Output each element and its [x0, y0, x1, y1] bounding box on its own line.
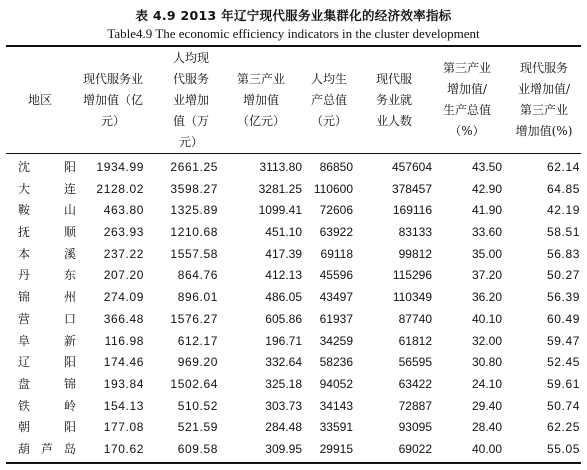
cell-c1: 116.98 [104, 333, 144, 348]
cell-c2: 864.76 [177, 268, 218, 283]
header-col-1-label: 现代服务业 增加值（亿 元） [82, 71, 143, 128]
header-col-3-label: 第三产业 增加值 （亿元） [236, 71, 285, 128]
cell-c4: 29915 [319, 441, 353, 456]
region-name: 抚 顺 [18, 225, 76, 240]
cell-c2: 609.58 [177, 441, 218, 456]
cell-c3: 303.73 [265, 398, 302, 413]
cell-c5: 169116 [392, 203, 432, 218]
cell-c6: 33.60 [471, 225, 502, 240]
region-name: 铁 岭 [18, 398, 76, 413]
cell-c3: 332.64 [265, 355, 302, 370]
cell-c7: 56.83 [546, 246, 580, 261]
table-row [6, 222, 581, 244]
cell-c7: 42.19 [546, 203, 580, 218]
cell-c4: 110600 [313, 181, 353, 196]
table-row [6, 244, 581, 266]
cell-c7: 62.14 [546, 160, 580, 174]
cell-c2: 896.01 [177, 290, 218, 305]
cell-c1: 193.84 [103, 376, 144, 391]
cell-c4: 86850 [319, 160, 353, 174]
cell-c2: 1576.27 [170, 311, 218, 326]
region-name: 营 口 [18, 311, 76, 326]
region-name: 阜 新 [18, 333, 76, 348]
cell-c2: 1502.64 [170, 376, 218, 391]
cell-c5: 378457 [391, 181, 432, 196]
cell-c2: 612.17 [177, 333, 218, 348]
cell-c3: 3113.80 [259, 160, 302, 174]
cell-c7: 59.61 [546, 376, 580, 391]
cell-c2: 2661.25 [170, 160, 218, 174]
table-row [6, 374, 581, 396]
cell-c6: 37.20 [471, 268, 502, 283]
cell-c3: 605.86 [265, 311, 302, 326]
cell-c6: 29.40 [471, 398, 502, 413]
header-col-5-label: 现代服 务业就 业人数 [375, 71, 412, 128]
header-col-2 [160, 47, 222, 153]
cell-c4: 33591 [319, 420, 353, 435]
region-name: 锦 州 [18, 290, 76, 305]
region-name: 大 连 [18, 181, 76, 196]
table-row [6, 157, 581, 179]
cell-c7: 60.49 [546, 311, 580, 326]
region-name: 丹 东 [18, 268, 76, 283]
cell-c6: 41.90 [471, 203, 502, 218]
cell-c5: 87740 [398, 311, 432, 326]
cell-c7: 50.74 [546, 398, 580, 413]
header-col-2-label: 人均现 代服务 业增加 值（万 元） [172, 50, 209, 149]
cell-c1: 263.93 [103, 225, 144, 240]
cell-c4: 34143 [319, 398, 353, 413]
header-col-6 [430, 47, 504, 153]
cell-c6: 32.00 [471, 333, 502, 348]
region-name: 辽 阳 [18, 355, 76, 370]
cell-c1: 463.80 [103, 203, 144, 218]
cell-c5: 72887 [398, 398, 432, 413]
region-name: 沈 阳 [18, 160, 76, 174]
table-row [6, 439, 581, 461]
cell-c4: 34259 [319, 333, 353, 348]
header-col-4-label: 人均生 产总值 （元） [310, 71, 347, 128]
cell-c6: 42.90 [471, 181, 502, 196]
table-title-english: Table4.9 The economic efficiency indicators in the cluster development [107, 26, 480, 41]
table-row [6, 396, 581, 418]
table-row [6, 331, 581, 353]
cell-c6: 28.40 [471, 420, 502, 435]
cell-c1: 1934.99 [96, 160, 144, 174]
table-row [6, 309, 581, 331]
cell-c2: 521.59 [177, 420, 218, 435]
cell-c3: 309.95 [265, 441, 302, 456]
cell-c7: 56.39 [546, 290, 580, 305]
cell-c5: 63422 [398, 376, 432, 391]
cell-c5: 457604 [391, 160, 432, 174]
cell-c1: 237.22 [103, 246, 144, 261]
cell-c2: 969.20 [177, 355, 218, 370]
cell-c7: 64.85 [546, 181, 580, 196]
header-col-1 [66, 47, 160, 153]
cell-c2: 1210.68 [170, 225, 218, 240]
header-col-6-label: 第三产业 增加值/ 生产总值 （%） [442, 61, 491, 138]
cell-c4: 69118 [320, 246, 353, 261]
cell-c4: 72606 [319, 203, 353, 218]
header-col-3 [222, 47, 300, 153]
table-title-chinese: 表 4.9 2013 年辽宁现代服务业集群化的经济效率指标 [135, 8, 452, 23]
table-row [6, 179, 581, 201]
cell-c7: 58.51 [546, 225, 580, 240]
cell-c4: 61937 [319, 311, 353, 326]
header-col-4 [300, 47, 358, 153]
header-col-5 [358, 47, 430, 153]
cell-c3: 284.48 [265, 420, 302, 435]
cell-c6: 24.10 [471, 376, 502, 391]
cell-c6: 35.00 [471, 246, 502, 261]
cell-c2: 510.52 [177, 398, 218, 413]
cell-c5: 56595 [398, 355, 432, 370]
cell-c3: 196.71 [265, 333, 302, 348]
header-region [6, 47, 66, 153]
cell-c1: 170.62 [103, 441, 144, 456]
cell-c5: 83133 [398, 225, 432, 240]
cell-c3: 417.39 [265, 246, 302, 261]
table-row [6, 287, 581, 309]
cell-c1: 366.48 [103, 311, 144, 326]
cell-c5: 110349 [392, 290, 432, 305]
table-body [6, 157, 581, 461]
bottom-rule [6, 462, 581, 464]
table-row [6, 265, 581, 287]
cell-c3: 325.18 [265, 376, 302, 391]
cell-c3: 1099.41 [258, 203, 302, 218]
cell-c5: 61812 [398, 333, 432, 348]
cell-c4: 58236 [319, 355, 353, 370]
cell-c2: 1557.58 [170, 246, 218, 261]
header-rule [6, 153, 581, 154]
cell-c4: 94052 [319, 376, 353, 391]
cell-c1: 177.08 [103, 420, 144, 435]
cell-c5: 115296 [392, 268, 432, 283]
cell-c1: 174.46 [103, 355, 144, 370]
region-name: 盘 锦 [18, 376, 76, 391]
header-col-7-label: 现代服务 业增加值/ 第三产业 增加值(%) [515, 61, 573, 138]
cell-c6: 30.80 [471, 355, 502, 370]
cell-c4: 63922 [319, 225, 353, 240]
cell-c4: 45596 [319, 268, 353, 283]
cell-c7: 59.47 [546, 333, 580, 348]
region-name: 本 溪 [18, 246, 76, 261]
cell-c7: 50.27 [546, 268, 580, 283]
table-row [6, 417, 581, 439]
region-name: 鞍 山 [18, 203, 76, 218]
cell-c1: 274.09 [103, 290, 144, 305]
cell-c6: 36.20 [471, 290, 502, 305]
cell-c1: 154.13 [103, 398, 144, 413]
cell-c1: 207.20 [103, 268, 144, 283]
table-row [6, 200, 581, 222]
cell-c3: 412.13 [265, 268, 302, 283]
header-col-7 [504, 47, 584, 153]
cell-c7: 62.25 [546, 420, 580, 435]
cell-c6: 43.50 [471, 160, 502, 174]
cell-c3: 3281.25 [258, 181, 302, 196]
cell-c6: 40.10 [471, 311, 502, 326]
region-name: 朝 阳 [18, 420, 76, 435]
cell-c5: 93095 [398, 420, 432, 435]
header-region-label: 地区 [28, 92, 53, 107]
cell-c1: 2128.02 [96, 181, 144, 196]
cell-c6: 40.00 [471, 441, 502, 456]
cell-c7: 55.05 [546, 441, 580, 456]
cell-c2: 3598.27 [170, 181, 218, 196]
cell-c5: 69022 [398, 441, 432, 456]
cell-c4: 43497 [319, 290, 353, 305]
cell-c5: 99812 [398, 246, 432, 261]
cell-c2: 1325.89 [170, 203, 218, 218]
table-row [6, 352, 581, 374]
cell-c7: 52.45 [546, 355, 580, 370]
region-name: 葫 芦 岛 [18, 441, 76, 456]
cell-c3: 486.05 [265, 290, 302, 305]
cell-c3: 451.10 [265, 225, 302, 240]
